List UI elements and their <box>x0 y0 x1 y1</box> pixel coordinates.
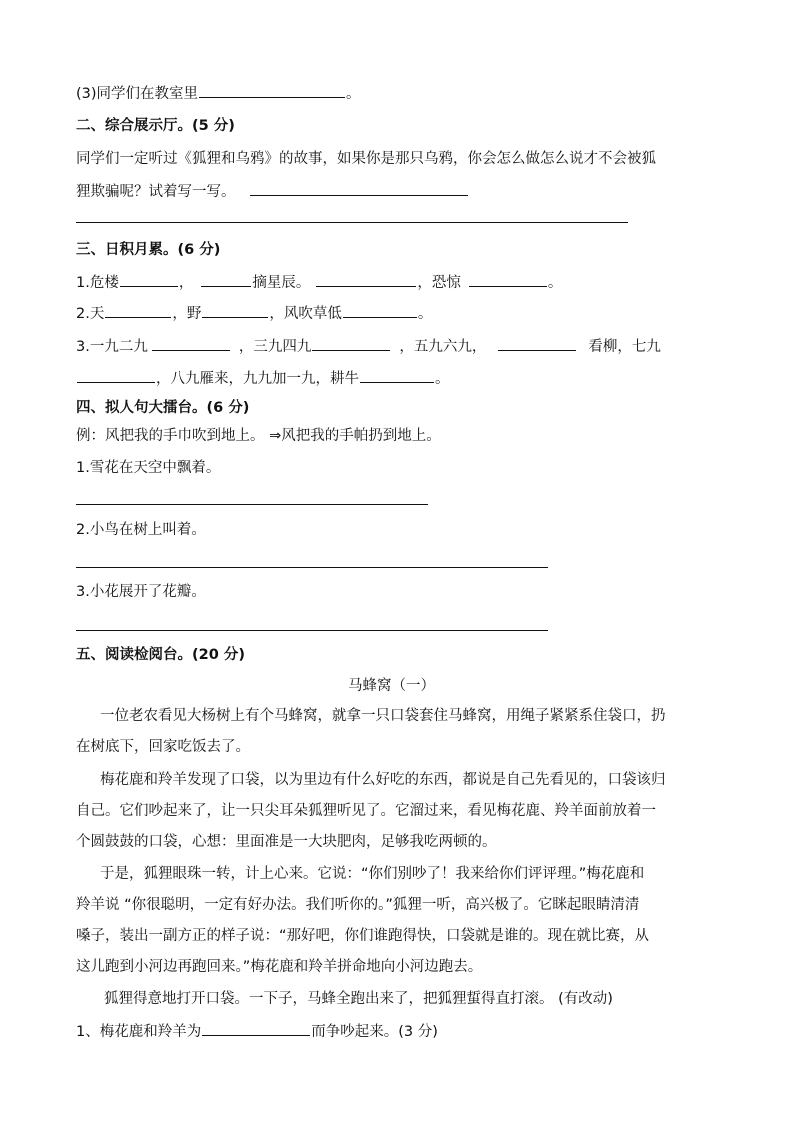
section-2-text: 同学们一定听过《狐狸和乌鸦》的故事，如果你是那只乌鸦，你会怎么做怎么说才不会被狐 <box>76 151 656 167</box>
poem-text: ，野 <box>172 306 202 322</box>
story-paragraph: 在树底下，回家吃饭去了。 <box>76 739 250 755</box>
story-title: 马蜂窝（一） <box>348 678 435 694</box>
story-paragraph: 一位老农看见大杨树上有个马蜂窝，就拿一只口袋套住马蜂窝，用绳子紧紧系住袋口，扔 <box>100 708 666 724</box>
story-paragraph: 个圆鼓鼓的口袋，心想：里面准是一大块肥肉，足够我吃两顿的。 <box>76 834 497 850</box>
answer-blank[interactable] <box>498 335 576 351</box>
answer-blank[interactable] <box>202 302 268 318</box>
answer-blank[interactable] <box>77 367 155 383</box>
answer-blank[interactable] <box>312 335 390 351</box>
reading-question-1 <box>76 1020 438 1042</box>
section-4-title: 四、拟人句大擂台。(6 分) <box>76 400 250 416</box>
poem-text: ， <box>178 275 194 291</box>
answer-blank[interactable] <box>202 1020 310 1036</box>
poem-line-1 <box>76 271 562 293</box>
poem-text: 。 <box>435 371 450 387</box>
example-text: 例：风把我的手巾吹到地上。 ⇒风把我的手帕扔到地上。 <box>76 428 441 444</box>
poem-text: 3.一九二九 <box>76 339 148 355</box>
poem-text: 2.天 <box>76 306 105 322</box>
section-3-title: 三、日积月累。(6 分) <box>76 242 221 258</box>
prompt-text: 狸欺骗呢？试着写一写。 <box>76 184 236 200</box>
answer-blank[interactable] <box>199 82 345 98</box>
question-1-text: 1.雪花在天空中飘着。 <box>76 460 221 476</box>
punct: 。 <box>346 86 361 102</box>
question-3-line <box>76 82 361 104</box>
answer-line[interactable] <box>76 504 428 505</box>
story-paragraph: 嗓子，装出一副方正的样子说：“那好吧，你们谁跑得快，口袋就是谁的。现在就比赛，从 <box>76 928 650 944</box>
answer-blank[interactable] <box>152 335 230 351</box>
answer-blank[interactable] <box>250 180 468 196</box>
poem-text: ，恐惊 <box>417 275 461 291</box>
poem-text: 看柳，七九 <box>588 339 661 355</box>
story-paragraph: 狐狸得意地打开口袋。一下子，马蜂全跑出来了，把狐狸蜇得直打滚。 (有改动) <box>104 991 613 1007</box>
answer-blank[interactable] <box>360 367 434 383</box>
question-text: (3)同学们在教室里 <box>76 86 199 102</box>
answer-line[interactable] <box>76 222 628 223</box>
poem-text: ，八九雁来，九九加一九，耕牛 <box>156 371 359 387</box>
question-text: 而争吵起来。(3 分) <box>311 1024 438 1040</box>
poem-text: ，风吹草低 <box>269 306 342 322</box>
poem-text: ，五九六九， <box>399 339 487 355</box>
answer-blank[interactable] <box>201 271 251 287</box>
poem-text: 。 <box>417 306 433 322</box>
answer-blank[interactable] <box>316 271 416 287</box>
question-text: 1、梅花鹿和羚羊为 <box>76 1024 202 1040</box>
question-2-text: 2.小鸟在树上叫着。 <box>76 522 206 538</box>
section-5-title: 五、阅读检阅台。(20 分) <box>76 647 245 663</box>
story-paragraph: 自己。它们吵起来了，让一只尖耳朵狐狸听见了。它溜过来，看见梅花鹿、羚羊面前放着一 <box>76 803 656 819</box>
section-2-text <box>76 180 469 202</box>
story-paragraph: 于是，狐狸眼珠一转，计上心来。它说：“你们别吵了！我来给你们评评理。”梅花鹿和 <box>100 866 645 882</box>
answer-blank[interactable] <box>343 302 417 318</box>
poem-line-4 <box>76 367 450 389</box>
answer-line[interactable] <box>76 630 548 631</box>
poem-text: 。 <box>547 275 563 291</box>
question-3-text: 3.小花展开了花瓣。 <box>76 584 206 600</box>
story-paragraph: 梅花鹿和羚羊发现了口袋，以为里边有什么好吃的东西，都说是自己先看见的，口袋该归 <box>100 772 666 788</box>
poem-line-2 <box>76 302 432 324</box>
poem-text: ，三九四九 <box>238 339 312 355</box>
poem-text: 摘星辰。 <box>252 275 311 291</box>
section-2-title: 二、综合展示厅。(5 分) <box>76 118 235 134</box>
story-paragraph: 这儿跑到小河边再跑回来。”梅花鹿和羚羊拼命地向小河边跑去。 <box>76 959 483 975</box>
poem-line-3 <box>76 335 661 357</box>
answer-blank[interactable] <box>105 302 171 318</box>
answer-line[interactable] <box>76 567 548 568</box>
answer-blank[interactable] <box>120 271 178 287</box>
answer-blank[interactable] <box>469 271 547 287</box>
story-paragraph: 羚羊说 “你很聪明，一定有好办法。我们听你的。”狐狸一听，高兴极了。它眯起眼睛清清 <box>76 897 640 913</box>
poem-text: 1.危楼 <box>76 275 119 291</box>
